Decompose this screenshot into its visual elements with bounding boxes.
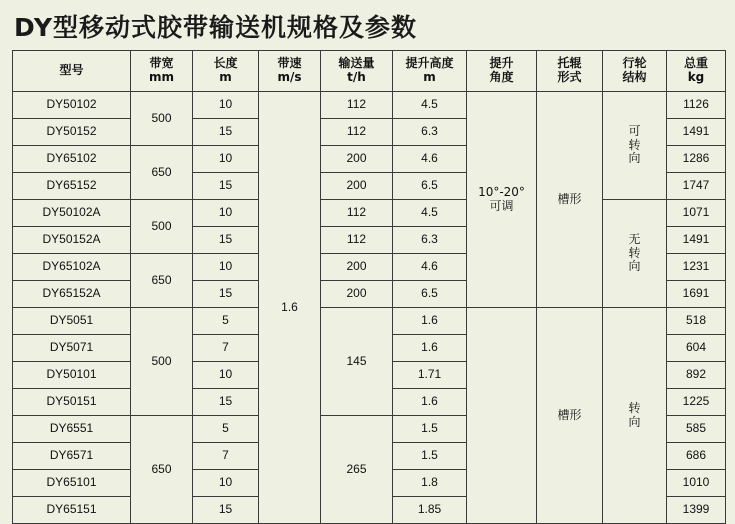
header-lift-height: 提升高度 m <box>393 51 467 92</box>
header-total-weight: 总重 kg <box>667 51 726 92</box>
cell-capacity: 112 <box>321 92 393 119</box>
cell-length: 10 <box>193 146 259 173</box>
header-length: 长度 m <box>193 51 259 92</box>
cell-total-weight: 1399 <box>667 497 726 524</box>
lift-angle-note: 可调 <box>489 198 514 213</box>
cell-capacity: 200 <box>321 281 393 308</box>
cell-model: DY50101 <box>13 362 131 389</box>
cell-lift-height: 1.71 <box>393 362 467 389</box>
cell-total-weight: 518 <box>667 308 726 335</box>
cell-wheel-structure: 转 向 <box>603 308 667 524</box>
cell-model: DY6551 <box>13 416 131 443</box>
cell-lift-height: 6.3 <box>393 227 467 254</box>
table-row <box>13 92 726 119</box>
cell-length: 10 <box>193 362 259 389</box>
cell-total-weight: 1491 <box>667 227 726 254</box>
cell-length: 15 <box>193 227 259 254</box>
cell-length: 5 <box>193 416 259 443</box>
cell-lift-height: 6.3 <box>393 119 467 146</box>
cell-model: DY65101 <box>13 470 131 497</box>
cell-belt-width: 650 <box>131 416 193 524</box>
cell-capacity: 265 <box>321 416 393 524</box>
cell-lift-height: 1.6 <box>393 308 467 335</box>
lift-angle-range: 10°-20° <box>478 184 525 199</box>
cell-belt-speed: 1.6 <box>259 92 321 524</box>
cell-model: DY65102 <box>13 146 131 173</box>
cell-total-weight: 1010 <box>667 470 726 497</box>
cell-length: 5 <box>193 308 259 335</box>
cell-length: 10 <box>193 200 259 227</box>
cell-belt-width: 500 <box>131 92 193 146</box>
cell-lift-height: 4.5 <box>393 92 467 119</box>
table-header <box>13 51 726 92</box>
cell-wheel-structure: 可 转 向 <box>603 92 667 200</box>
table-body <box>13 92 726 524</box>
cell-idler-type: 槽形 <box>537 308 603 524</box>
cell-capacity: 200 <box>321 254 393 281</box>
header-idler-type: 托辊 形式 <box>537 51 603 92</box>
cell-belt-width: 650 <box>131 254 193 308</box>
cell-lift-height: 4.6 <box>393 146 467 173</box>
cell-capacity: 200 <box>321 173 393 200</box>
cell-model: DY65152 <box>13 173 131 200</box>
header-lift-angle: 提升 角度 <box>467 51 537 92</box>
cell-length: 15 <box>193 173 259 200</box>
header-model: 型号 <box>13 51 131 92</box>
cell-length: 10 <box>193 470 259 497</box>
cell-lift-height: 6.5 <box>393 281 467 308</box>
cell-lift-height: 1.5 <box>393 416 467 443</box>
cell-capacity: 112 <box>321 227 393 254</box>
cell-capacity: 112 <box>321 200 393 227</box>
cell-idler-type: 槽形 <box>537 92 603 308</box>
cell-capacity: 112 <box>321 119 393 146</box>
cell-capacity: 200 <box>321 146 393 173</box>
cell-belt-width: 650 <box>131 146 193 200</box>
cell-belt-width: 500 <box>131 308 193 416</box>
cell-total-weight: 1225 <box>667 389 726 416</box>
cell-model: DY50152 <box>13 119 131 146</box>
header-capacity: 输送量 t/h <box>321 51 393 92</box>
spec-table <box>12 50 726 524</box>
cell-total-weight: 1747 <box>667 173 726 200</box>
cell-wheel-structure: 无 转 向 <box>603 200 667 308</box>
cell-model: DY65152A <box>13 281 131 308</box>
cell-total-weight: 604 <box>667 335 726 362</box>
cell-belt-width: 500 <box>131 200 193 254</box>
cell-length: 7 <box>193 443 259 470</box>
cell-total-weight: 1691 <box>667 281 726 308</box>
cell-total-weight: 1231 <box>667 254 726 281</box>
cell-lift-height: 1.6 <box>393 389 467 416</box>
page-title: DY型移动式胶带输送机规格及参数 <box>14 13 418 42</box>
cell-lift-height: 1.85 <box>393 497 467 524</box>
cell-length: 15 <box>193 389 259 416</box>
cell-lift-height: 4.5 <box>393 200 467 227</box>
cell-total-weight: 1071 <box>667 200 726 227</box>
cell-capacity: 145 <box>321 308 393 416</box>
cell-length: 7 <box>193 335 259 362</box>
header-belt-width: 带宽 mm <box>131 51 193 92</box>
cell-lift-height: 1.8 <box>393 470 467 497</box>
table-row <box>13 308 726 335</box>
cell-model: DY50151 <box>13 389 131 416</box>
cell-length: 10 <box>193 92 259 119</box>
cell-length: 10 <box>193 254 259 281</box>
cell-lift-angle <box>467 308 537 524</box>
cell-length: 15 <box>193 281 259 308</box>
cell-model: DY5051 <box>13 308 131 335</box>
cell-lift-height: 1.5 <box>393 443 467 470</box>
header-wheel-structure: 行轮 结构 <box>603 51 667 92</box>
spec-table-wrapper <box>0 50 735 524</box>
cell-lift-height: 6.5 <box>393 173 467 200</box>
cell-model: DY6571 <box>13 443 131 470</box>
cell-model: DY65151 <box>13 497 131 524</box>
cell-total-weight: 1126 <box>667 92 726 119</box>
cell-model: DY50102 <box>13 92 131 119</box>
cell-total-weight: 892 <box>667 362 726 389</box>
cell-total-weight: 1286 <box>667 146 726 173</box>
cell-total-weight: 686 <box>667 443 726 470</box>
cell-model: DY50152A <box>13 227 131 254</box>
cell-total-weight: 1491 <box>667 119 726 146</box>
header-row <box>13 51 726 92</box>
cell-model: DY50102A <box>13 200 131 227</box>
cell-lift-height: 1.6 <box>393 335 467 362</box>
cell-lift-angle <box>467 92 537 308</box>
cell-length: 15 <box>193 497 259 524</box>
cell-model: DY65102A <box>13 254 131 281</box>
cell-model: DY5071 <box>13 335 131 362</box>
table-row <box>13 200 726 227</box>
header-belt-speed: 带速 m/s <box>259 51 321 92</box>
cell-total-weight: 585 <box>667 416 726 443</box>
cell-lift-height: 4.6 <box>393 254 467 281</box>
cell-length: 15 <box>193 119 259 146</box>
